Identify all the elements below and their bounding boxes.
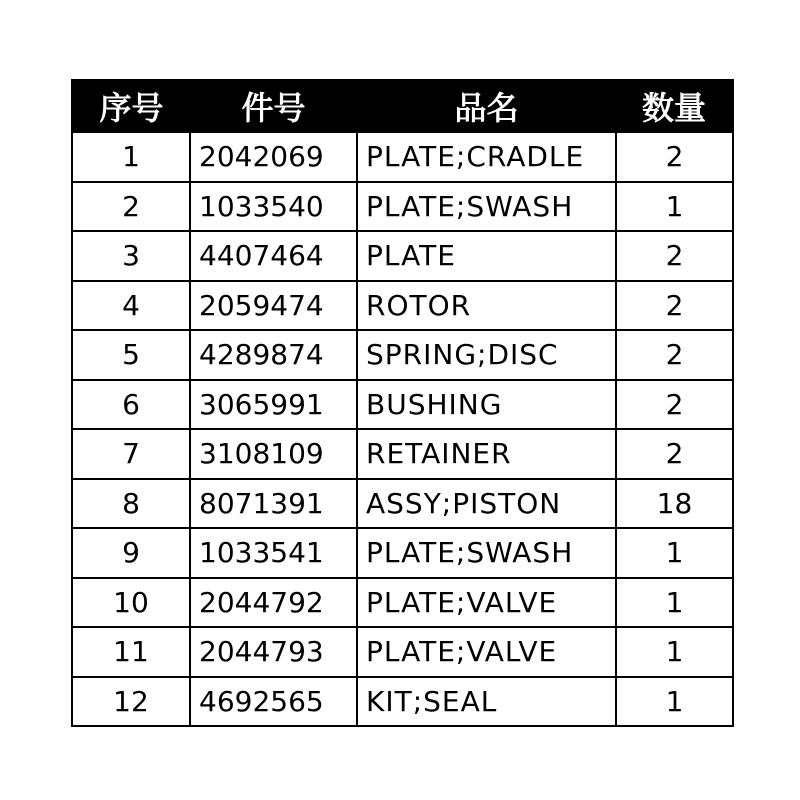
header-part-no: 件号 bbox=[190, 80, 357, 132]
table-row bbox=[72, 479, 733, 529]
cell-qty: 2 bbox=[616, 132, 733, 182]
cell-name: PLATE;VALVE bbox=[357, 578, 616, 628]
cell-qty: 2 bbox=[616, 429, 733, 479]
cell-name: RETAINER bbox=[357, 429, 616, 479]
cell-seq: 11 bbox=[72, 627, 190, 677]
cell-name: PLATE;SWASH bbox=[357, 182, 616, 232]
cell-part-no: 2059474 bbox=[190, 281, 357, 331]
cell-part-no: 8071391 bbox=[190, 479, 357, 529]
table-row bbox=[72, 281, 733, 331]
cell-qty: 1 bbox=[616, 182, 733, 232]
cell-seq: 8 bbox=[72, 479, 190, 529]
cell-seq: 1 bbox=[72, 132, 190, 182]
cell-part-no: 4289874 bbox=[190, 330, 357, 380]
cell-qty: 2 bbox=[616, 380, 733, 430]
header-seq: 序号 bbox=[72, 80, 190, 132]
parts-table bbox=[71, 79, 734, 727]
cell-seq: 9 bbox=[72, 528, 190, 578]
cell-part-no: 1033541 bbox=[190, 528, 357, 578]
table-row bbox=[72, 677, 733, 727]
cell-name: PLATE;VALVE bbox=[357, 627, 616, 677]
cell-seq: 12 bbox=[72, 677, 190, 727]
cell-qty: 1 bbox=[616, 677, 733, 727]
table-row bbox=[72, 578, 733, 628]
cell-name: PLATE;SWASH bbox=[357, 528, 616, 578]
cell-part-no: 2044793 bbox=[190, 627, 357, 677]
cell-seq: 6 bbox=[72, 380, 190, 430]
cell-seq: 7 bbox=[72, 429, 190, 479]
cell-seq: 5 bbox=[72, 330, 190, 380]
cell-name: PLATE;CRADLE bbox=[357, 132, 616, 182]
table-row bbox=[72, 132, 733, 182]
cell-name: ROTOR bbox=[357, 281, 616, 331]
cell-name: ASSY;PISTON bbox=[357, 479, 616, 529]
table-header bbox=[72, 80, 733, 132]
table-row bbox=[72, 231, 733, 281]
cell-part-no: 4692565 bbox=[190, 677, 357, 727]
table-row bbox=[72, 182, 733, 232]
cell-qty: 2 bbox=[616, 231, 733, 281]
cell-name: PLATE bbox=[357, 231, 616, 281]
cell-seq: 2 bbox=[72, 182, 190, 232]
cell-part-no: 2042069 bbox=[190, 132, 357, 182]
cell-name: BUSHING bbox=[357, 380, 616, 430]
table-row bbox=[72, 528, 733, 578]
cell-part-no: 3108109 bbox=[190, 429, 357, 479]
cell-name: SPRING;DISC bbox=[357, 330, 616, 380]
header-qty: 数量 bbox=[616, 80, 733, 132]
cell-seq: 4 bbox=[72, 281, 190, 331]
cell-qty: 18 bbox=[616, 479, 733, 529]
cell-qty: 2 bbox=[616, 330, 733, 380]
cell-qty: 1 bbox=[616, 578, 733, 628]
cell-part-no: 1033540 bbox=[190, 182, 357, 232]
cell-name: KIT;SEAL bbox=[357, 677, 616, 727]
cell-seq: 3 bbox=[72, 231, 190, 281]
cell-part-no: 3065991 bbox=[190, 380, 357, 430]
cell-part-no: 4407464 bbox=[190, 231, 357, 281]
cell-seq: 10 bbox=[72, 578, 190, 628]
header-name: 品名 bbox=[357, 80, 616, 132]
cell-part-no: 2044792 bbox=[190, 578, 357, 628]
table-body bbox=[72, 132, 733, 726]
cell-qty: 2 bbox=[616, 281, 733, 331]
table-row bbox=[72, 429, 733, 479]
cell-qty: 1 bbox=[616, 528, 733, 578]
table-row bbox=[72, 627, 733, 677]
table-row bbox=[72, 330, 733, 380]
header-row bbox=[72, 80, 733, 132]
table-row bbox=[72, 380, 733, 430]
cell-qty: 1 bbox=[616, 627, 733, 677]
